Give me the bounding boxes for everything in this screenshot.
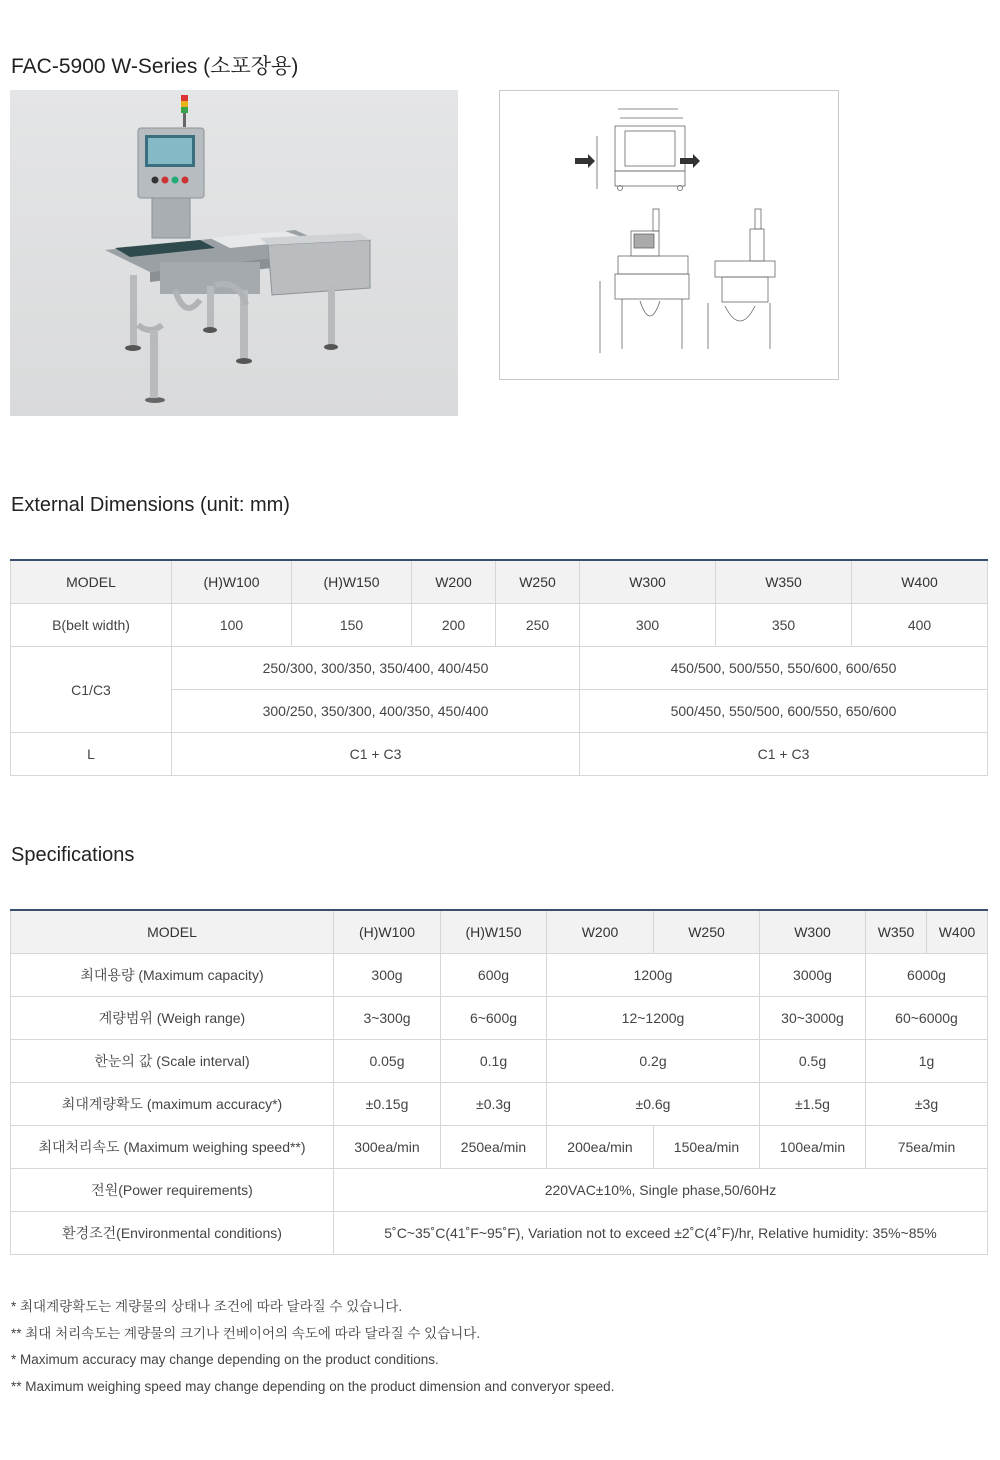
row-label: B(belt width) — [11, 604, 172, 647]
table-cell: 450/500, 500/550, 550/600, 600/650 — [580, 647, 988, 690]
specs-table — [10, 909, 988, 1255]
header-cell: W350 — [716, 560, 852, 604]
table-cell: 200ea/min — [547, 1126, 654, 1169]
header-cell: W300 — [580, 560, 716, 604]
table-cell: 5˚C~35˚C(41˚F~95˚F), Variation not to exceed ±2˚C(4˚F)/hr, Relative humidity: 35%~85% — [334, 1212, 988, 1255]
table-cell: 0.05g — [334, 1040, 441, 1083]
header-cell: W200 — [547, 910, 654, 954]
table-cell: ±0.15g — [334, 1083, 441, 1126]
footnotes — [11, 1298, 614, 1404]
header-cell: W350 — [866, 910, 927, 954]
specs-title: Specifications — [11, 844, 135, 866]
table-cell: 3~300g — [334, 997, 441, 1040]
header-cell: W300 — [760, 910, 866, 954]
table-cell: ±0.3g — [441, 1083, 547, 1126]
dimensions-title: External Dimensions (unit: mm) — [11, 494, 290, 516]
row-label: L — [11, 733, 172, 776]
header-cell: W400 — [927, 910, 988, 954]
footnote: * 최대계량확도는 계량물의 상태나 조건에 따라 달라질 수 있습니다. — [11, 1299, 403, 1314]
specs-header-row — [11, 910, 988, 954]
table-cell: 200 — [412, 604, 496, 647]
table-cell: 60~6000g — [866, 997, 988, 1040]
header-cell: (H)W100 — [172, 560, 292, 604]
row-label: 최대용량 (Maximum capacity) — [11, 954, 334, 997]
footnote: ** 최대 처리속도는 계량물의 크기나 컨베이어의 속도에 따라 달라질 수 있습니다. — [11, 1325, 481, 1341]
header-cell: (H)W100 — [334, 910, 441, 954]
row-label: 최대처리속도 (Maximum weighing speed**) — [11, 1126, 334, 1169]
table-cell: 600g — [441, 954, 547, 997]
speed-row — [11, 1126, 988, 1169]
header-cell: MODEL — [11, 560, 172, 604]
table-cell: 150ea/min — [654, 1126, 760, 1169]
table-cell: ±3g — [866, 1083, 988, 1126]
table-cell: 30~3000g — [760, 997, 866, 1040]
row-label: 환경조건(Environmental conditions) — [11, 1212, 334, 1255]
table-cell: 220VAC±10%, Single phase,50/60Hz — [334, 1169, 988, 1212]
technical-drawing — [499, 90, 839, 380]
product-photo — [10, 90, 458, 416]
table-cell: ±0.6g — [547, 1083, 760, 1126]
row-label: 최대계량확도 (maximum accuracy*) — [11, 1083, 334, 1126]
header-cell: W250 — [654, 910, 760, 954]
table-cell: 350 — [716, 604, 852, 647]
weigh-range-row — [11, 997, 988, 1040]
table-cell: 100 — [172, 604, 292, 647]
table-cell: 300g — [334, 954, 441, 997]
footnote: ** Maximum weighing speed may change depending on the product dimension and converyor speed. — [11, 1378, 615, 1394]
header-cell: W250 — [496, 560, 580, 604]
c1c3-row — [11, 647, 988, 690]
table-cell: 0.1g — [441, 1040, 547, 1083]
row-label: C1/C3 — [11, 647, 172, 733]
header-cell: W200 — [412, 560, 496, 604]
table-cell: 300ea/min — [334, 1126, 441, 1169]
table-cell: 1200g — [547, 954, 760, 997]
table-cell: 300/250, 350/300, 400/350, 450/400 — [172, 690, 580, 733]
table-cell: 250 — [496, 604, 580, 647]
header-cell: (H)W150 — [441, 910, 547, 954]
table-cell: 12~1200g — [547, 997, 760, 1040]
table-cell: 150 — [292, 604, 412, 647]
table-cell: 3000g — [760, 954, 866, 997]
footnote: * Maximum accuracy may change depending on the product conditions. — [11, 1352, 439, 1367]
power-row — [11, 1169, 988, 1212]
table-cell: 250/300, 300/350, 350/400, 400/450 — [172, 647, 580, 690]
header-cell: MODEL — [11, 910, 334, 954]
belt-width-row — [11, 604, 988, 647]
table-cell: C1 + C3 — [172, 733, 580, 776]
environment-row — [11, 1212, 988, 1255]
table-cell: 250ea/min — [441, 1126, 547, 1169]
table-cell: 75ea/min — [866, 1126, 988, 1169]
table-cell: 6~600g — [441, 997, 547, 1040]
capacity-row — [11, 954, 988, 997]
table-cell: 400 — [852, 604, 988, 647]
dimensions-header-row — [11, 560, 988, 604]
technical-drawing-icon — [500, 91, 838, 379]
table-cell: 300 — [580, 604, 716, 647]
row-label: 계량범위 (Weigh range) — [11, 997, 334, 1040]
table-cell: 100ea/min — [760, 1126, 866, 1169]
scale-interval-row — [11, 1040, 988, 1083]
table-cell: 500/450, 550/500, 600/550, 650/600 — [580, 690, 988, 733]
table-cell: C1 + C3 — [580, 733, 988, 776]
accuracy-row — [11, 1083, 988, 1126]
header-cell: W400 — [852, 560, 988, 604]
table-cell: 1g — [866, 1040, 988, 1083]
length-row — [11, 733, 988, 776]
row-label: 한눈의 값 (Scale interval) — [11, 1040, 334, 1083]
table-cell: 0.5g — [760, 1040, 866, 1083]
table-cell: 0.2g — [547, 1040, 760, 1083]
row-label: 전원(Power requirements) — [11, 1169, 334, 1212]
page-title: FAC-5900 W-Series (소포장용) — [11, 55, 299, 78]
header-cell: (H)W150 — [292, 560, 412, 604]
table-cell: 6000g — [866, 954, 988, 997]
checkweigher-machine-icon — [10, 90, 458, 416]
dimensions-table — [10, 559, 988, 776]
table-cell: ±1.5g — [760, 1083, 866, 1126]
